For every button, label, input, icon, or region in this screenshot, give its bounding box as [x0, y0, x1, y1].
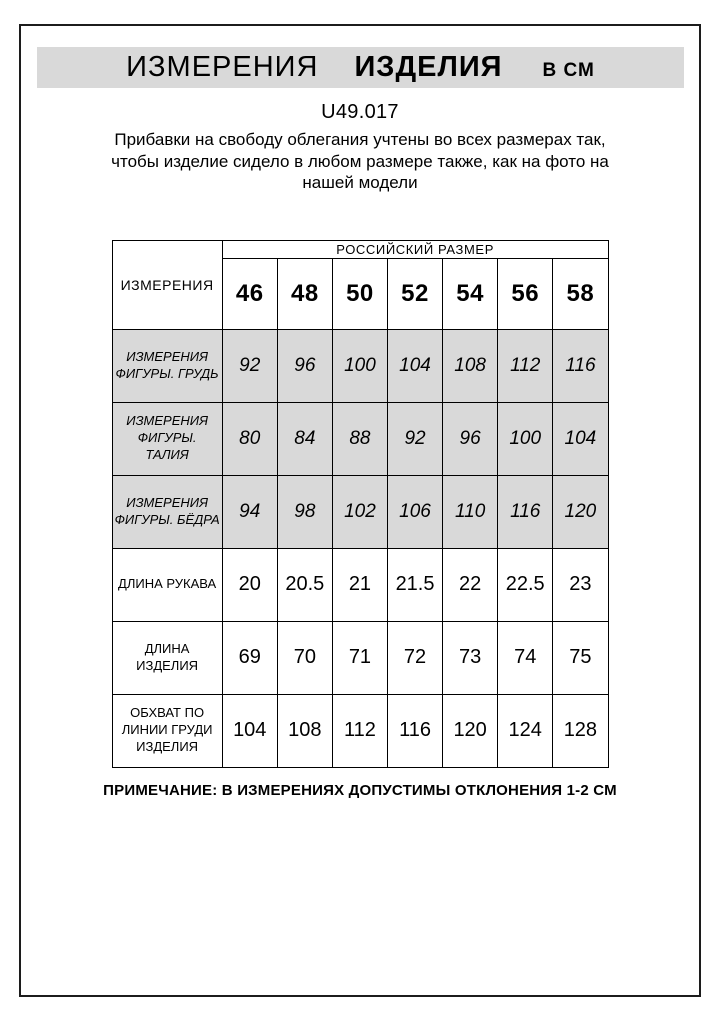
row-label-cell: ИЗМЕРЕНИЯ ФИГУРЫ. БЁДРА [112, 475, 222, 548]
article-code: U49.017 [321, 101, 399, 123]
value-cell: 20 [222, 548, 277, 621]
value-cell: 74 [498, 621, 553, 694]
size-header-cell: 48 [277, 258, 332, 329]
value-cell: 112 [498, 329, 553, 402]
intro-line-2: чтобы изделие сидело в любом размере также, как на фото на [111, 151, 609, 171]
table-row [112, 329, 608, 402]
page-frame [19, 24, 701, 997]
size-header-cell: 56 [498, 258, 553, 329]
size-table [112, 240, 609, 768]
value-cell: 104 [553, 402, 608, 475]
value-cell: 116 [553, 329, 608, 402]
value-cell: 116 [387, 694, 442, 767]
value-cell: 23 [553, 548, 608, 621]
value-cell: 72 [387, 621, 442, 694]
title-product: ИЗДЕЛИЯ [354, 51, 503, 83]
value-cell: 22 [443, 548, 498, 621]
value-cell: 71 [332, 621, 387, 694]
row-label-cell: ДЛИНА ИЗДЕЛИЯ [112, 621, 222, 694]
title-bar [37, 47, 684, 88]
value-cell: 92 [222, 329, 277, 402]
value-cell: 102 [332, 475, 387, 548]
value-cell: 96 [277, 329, 332, 402]
size-header-cell: 50 [332, 258, 387, 329]
title-measurements: ИЗМЕРЕНИЯ [126, 51, 319, 83]
value-cell: 98 [277, 475, 332, 548]
value-cell: 112 [332, 694, 387, 767]
corner-header-cell: ИЗМЕРЕНИЯ [112, 240, 222, 329]
value-cell: 120 [443, 694, 498, 767]
value-cell: 116 [498, 475, 553, 548]
table-row [112, 475, 608, 548]
value-cell: 80 [222, 402, 277, 475]
row-label-cell: ИЗМЕРЕНИЯ ФИГУРЫ. ТАЛИЯ [112, 402, 222, 475]
value-cell: 20.5 [277, 548, 332, 621]
value-cell: 96 [443, 402, 498, 475]
row-label-cell: ДЛИНА РУКАВА [112, 548, 222, 621]
intro-paragraph [21, 129, 699, 194]
russian-size-header-cell: РОССИЙСКИЙ РАЗМЕР [222, 240, 608, 258]
value-cell: 94 [222, 475, 277, 548]
value-cell: 75 [553, 621, 608, 694]
title-units: В СМ [542, 60, 595, 81]
value-cell: 92 [387, 402, 442, 475]
value-cell: 124 [498, 694, 553, 767]
value-cell: 70 [277, 621, 332, 694]
table-row [112, 548, 608, 621]
row-label-cell: ИЗМЕРЕНИЯ ФИГУРЫ. ГРУДЬ [112, 329, 222, 402]
value-cell: 22.5 [498, 548, 553, 621]
value-cell: 108 [277, 694, 332, 767]
row-label-cell: ОБХВАТ ПО ЛИНИИ ГРУДИ ИЗДЕЛИЯ [112, 694, 222, 767]
value-cell: 128 [553, 694, 608, 767]
size-header-cell: 54 [443, 258, 498, 329]
value-cell: 21 [332, 548, 387, 621]
value-cell: 100 [332, 329, 387, 402]
size-header-cell: 52 [387, 258, 442, 329]
value-cell: 108 [443, 329, 498, 402]
table-row [112, 621, 608, 694]
intro-line-3: нашей модели [302, 173, 418, 192]
value-cell: 73 [443, 621, 498, 694]
value-cell: 100 [498, 402, 553, 475]
value-cell: 104 [222, 694, 277, 767]
value-cell: 69 [222, 621, 277, 694]
value-cell: 106 [387, 475, 442, 548]
value-cell: 88 [332, 402, 387, 475]
value-cell: 84 [277, 402, 332, 475]
table-row [112, 402, 608, 475]
size-header-cell: 58 [553, 258, 608, 329]
table-row [112, 694, 608, 767]
size-header-cell: 46 [222, 258, 277, 329]
value-cell: 21.5 [387, 548, 442, 621]
group-header-row [112, 240, 608, 258]
value-cell: 104 [387, 329, 442, 402]
value-cell: 110 [443, 475, 498, 548]
value-cell: 120 [553, 475, 608, 548]
intro-line-1: Прибавки на свободу облегания учтены во всех размерах так, [114, 130, 606, 149]
note-text: ПРИМЕЧАНИЕ: В ИЗМЕРЕНИЯХ ДОПУСТИМЫ ОТКЛОНЕНИЯ 1-2 СМ [103, 781, 617, 799]
